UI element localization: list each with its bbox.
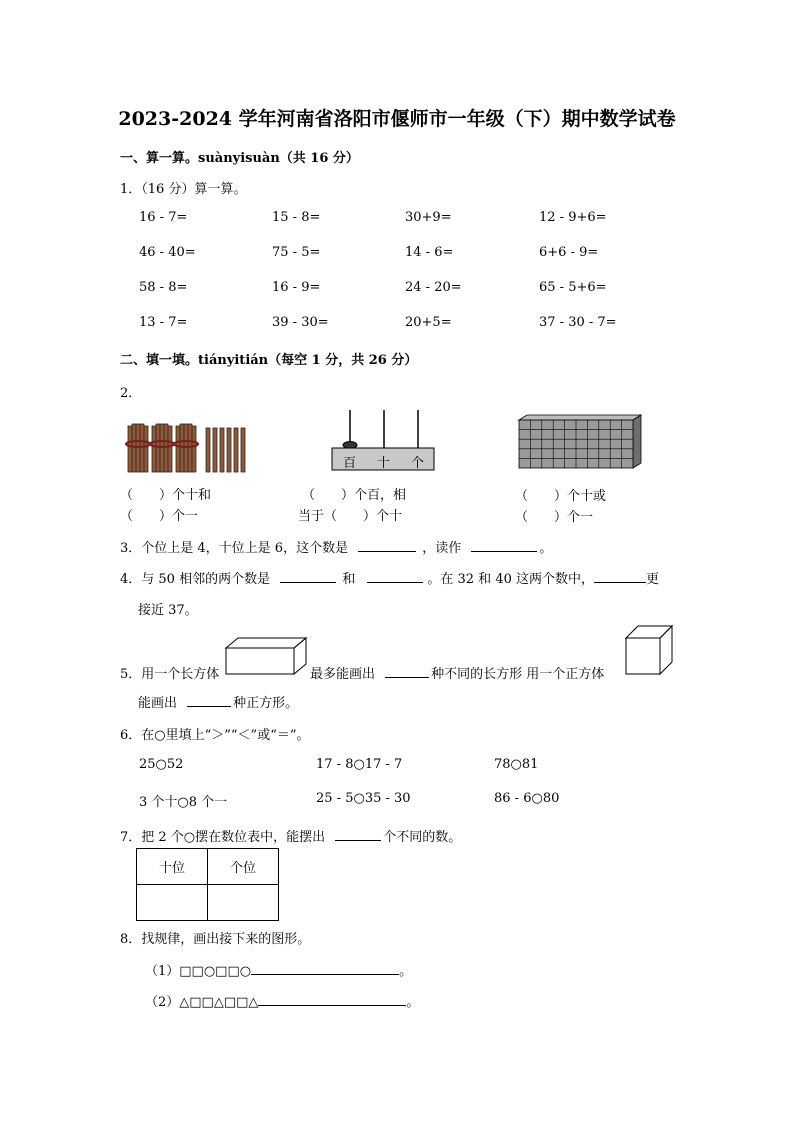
q5-answer-blank-1[interactable] — [385, 665, 429, 678]
q4-answer-blank-3[interactable] — [594, 570, 646, 583]
calc-item: 13 - 7= — [139, 315, 188, 330]
calc-item: 20+5= — [405, 315, 452, 330]
place-cell-ones[interactable] — [208, 885, 279, 921]
q3-answer-blank-2[interactable] — [471, 539, 537, 552]
q2-fill-c1: （ ）个十或 — [515, 489, 607, 504]
question-6: 6．在○里填上“＞”“＜”或“＝”。 — [120, 728, 310, 743]
question-1: 1．（16 分）算一算。 — [120, 182, 247, 197]
place-header-ones: 个位 — [208, 849, 279, 885]
question-7 — [120, 826, 461, 845]
q5-text-4: 能画出 — [138, 696, 178, 711]
abacus-label-ones: 个 — [411, 456, 425, 471]
question-8: 8．找规律，画出接下来的图形。 — [120, 932, 311, 947]
question-5-part-1: 5．用一个长方体 — [120, 667, 220, 682]
compare-item: 3 个十○8 个一 — [139, 795, 228, 810]
q3-answer-blank-1[interactable] — [358, 539, 416, 552]
calc-item: 15 - 8= — [272, 210, 321, 225]
q5-text-3: 种不同的长方形 用一个正方体 — [431, 667, 605, 682]
question-8-1 — [145, 960, 412, 979]
compare-item: 17 - 8○17 - 7 — [316, 757, 403, 772]
q2-fill-a2: （ ）个一 — [120, 509, 199, 524]
q8-2-pattern: （2）△□□△□□△ — [145, 995, 259, 1010]
compare-item: 78○81 — [494, 757, 539, 772]
q8-2-end: 。 — [406, 995, 420, 1010]
question-5-part-2 — [310, 663, 604, 682]
question-2: 2． — [120, 386, 142, 401]
question-4 — [120, 568, 659, 587]
q8-2-answer-blank[interactable] — [258, 993, 406, 1006]
calc-item: 6+6 - 9= — [539, 245, 599, 260]
calc-item: 16 - 7= — [139, 210, 188, 225]
calc-item: 75 - 5= — [272, 245, 321, 260]
q4-answer-blank-2[interactable] — [367, 570, 423, 583]
q2-fill-b2: 当于（ ）个十 — [298, 509, 403, 524]
q7-text-1: 7．把 2 个○摆在数位表中，能摆出 — [120, 830, 326, 845]
q5-text-5: 种正方形。 — [233, 696, 299, 711]
q2-fill-b1: （ ）个百，相 — [302, 488, 407, 503]
q4-text-4: 更 — [646, 572, 660, 587]
q5-answer-blank-2[interactable] — [187, 694, 231, 707]
calc-item: 37 - 30 - 7= — [539, 315, 617, 330]
question-4-cont: 接近 37。 — [138, 603, 198, 618]
place-cell-tens[interactable] — [137, 885, 208, 921]
question-8-2 — [145, 991, 419, 1010]
q3-text-3: 。 — [539, 541, 553, 556]
place-value-table — [136, 848, 279, 921]
q7-answer-blank[interactable] — [335, 828, 381, 841]
q2-fill-c2: （ ）个一 — [515, 510, 594, 525]
calc-item: 39 - 30= — [272, 315, 329, 330]
q4-answer-blank-1[interactable] — [280, 570, 336, 583]
q8-1-pattern: （1）□□○□□○ — [145, 964, 252, 979]
q3-text-1: 3．个位上是 4，十位上是 6，这个数是 — [120, 541, 349, 556]
q2-fill-a1: （ ）个十和 — [120, 488, 212, 503]
page-title: 2023-2024 学年河南省洛阳市偃师市一年级（下）期中数学试卷 — [118, 108, 676, 130]
q4-text-1: 4．与 50 相邻的两个数是 — [120, 572, 271, 587]
cube-figure — [624, 624, 676, 678]
abacus-label-tens: 十 — [377, 456, 391, 471]
section-1-heading: 一、算一算。suànyisuàn（共 16 分） — [120, 151, 359, 166]
compare-item: 25○52 — [139, 757, 184, 772]
calc-item: 46 - 40= — [139, 245, 196, 260]
q5-text-2: 最多能画出 — [310, 667, 376, 682]
place-header-tens: 十位 — [137, 849, 208, 885]
calc-item: 14 - 6= — [405, 245, 454, 260]
q3-text-2: ，读作 — [422, 541, 462, 556]
question-5-part-3 — [138, 692, 298, 711]
stick-bundles-figure — [124, 418, 254, 476]
section-2-heading: 二、填一填。tiányitián（每空 1 分，共 26 分） — [120, 353, 418, 368]
calc-item: 30+9= — [405, 210, 452, 225]
calc-item: 65 - 5+6= — [539, 280, 607, 295]
question-3 — [120, 537, 552, 556]
cube-grid-figure — [515, 414, 645, 472]
compare-item: 86 - 6○80 — [494, 791, 560, 806]
q4-text-2: 和 — [342, 572, 356, 587]
calc-item: 58 - 8= — [139, 280, 188, 295]
q4-text-3: 。在 32 和 40 这两个数中， — [427, 572, 594, 587]
calc-item: 16 - 9= — [272, 280, 321, 295]
compare-item: 25 - 5○35 - 30 — [316, 791, 411, 806]
q8-1-end: 。 — [399, 964, 413, 979]
q7-text-2: 个不同的数。 — [383, 830, 462, 845]
cuboid-figure — [224, 634, 310, 678]
q8-1-answer-blank[interactable] — [251, 962, 399, 975]
calc-item: 24 - 20= — [405, 280, 462, 295]
calc-item: 12 - 9+6= — [539, 210, 607, 225]
abacus-label-hundreds: 百 — [343, 456, 357, 471]
